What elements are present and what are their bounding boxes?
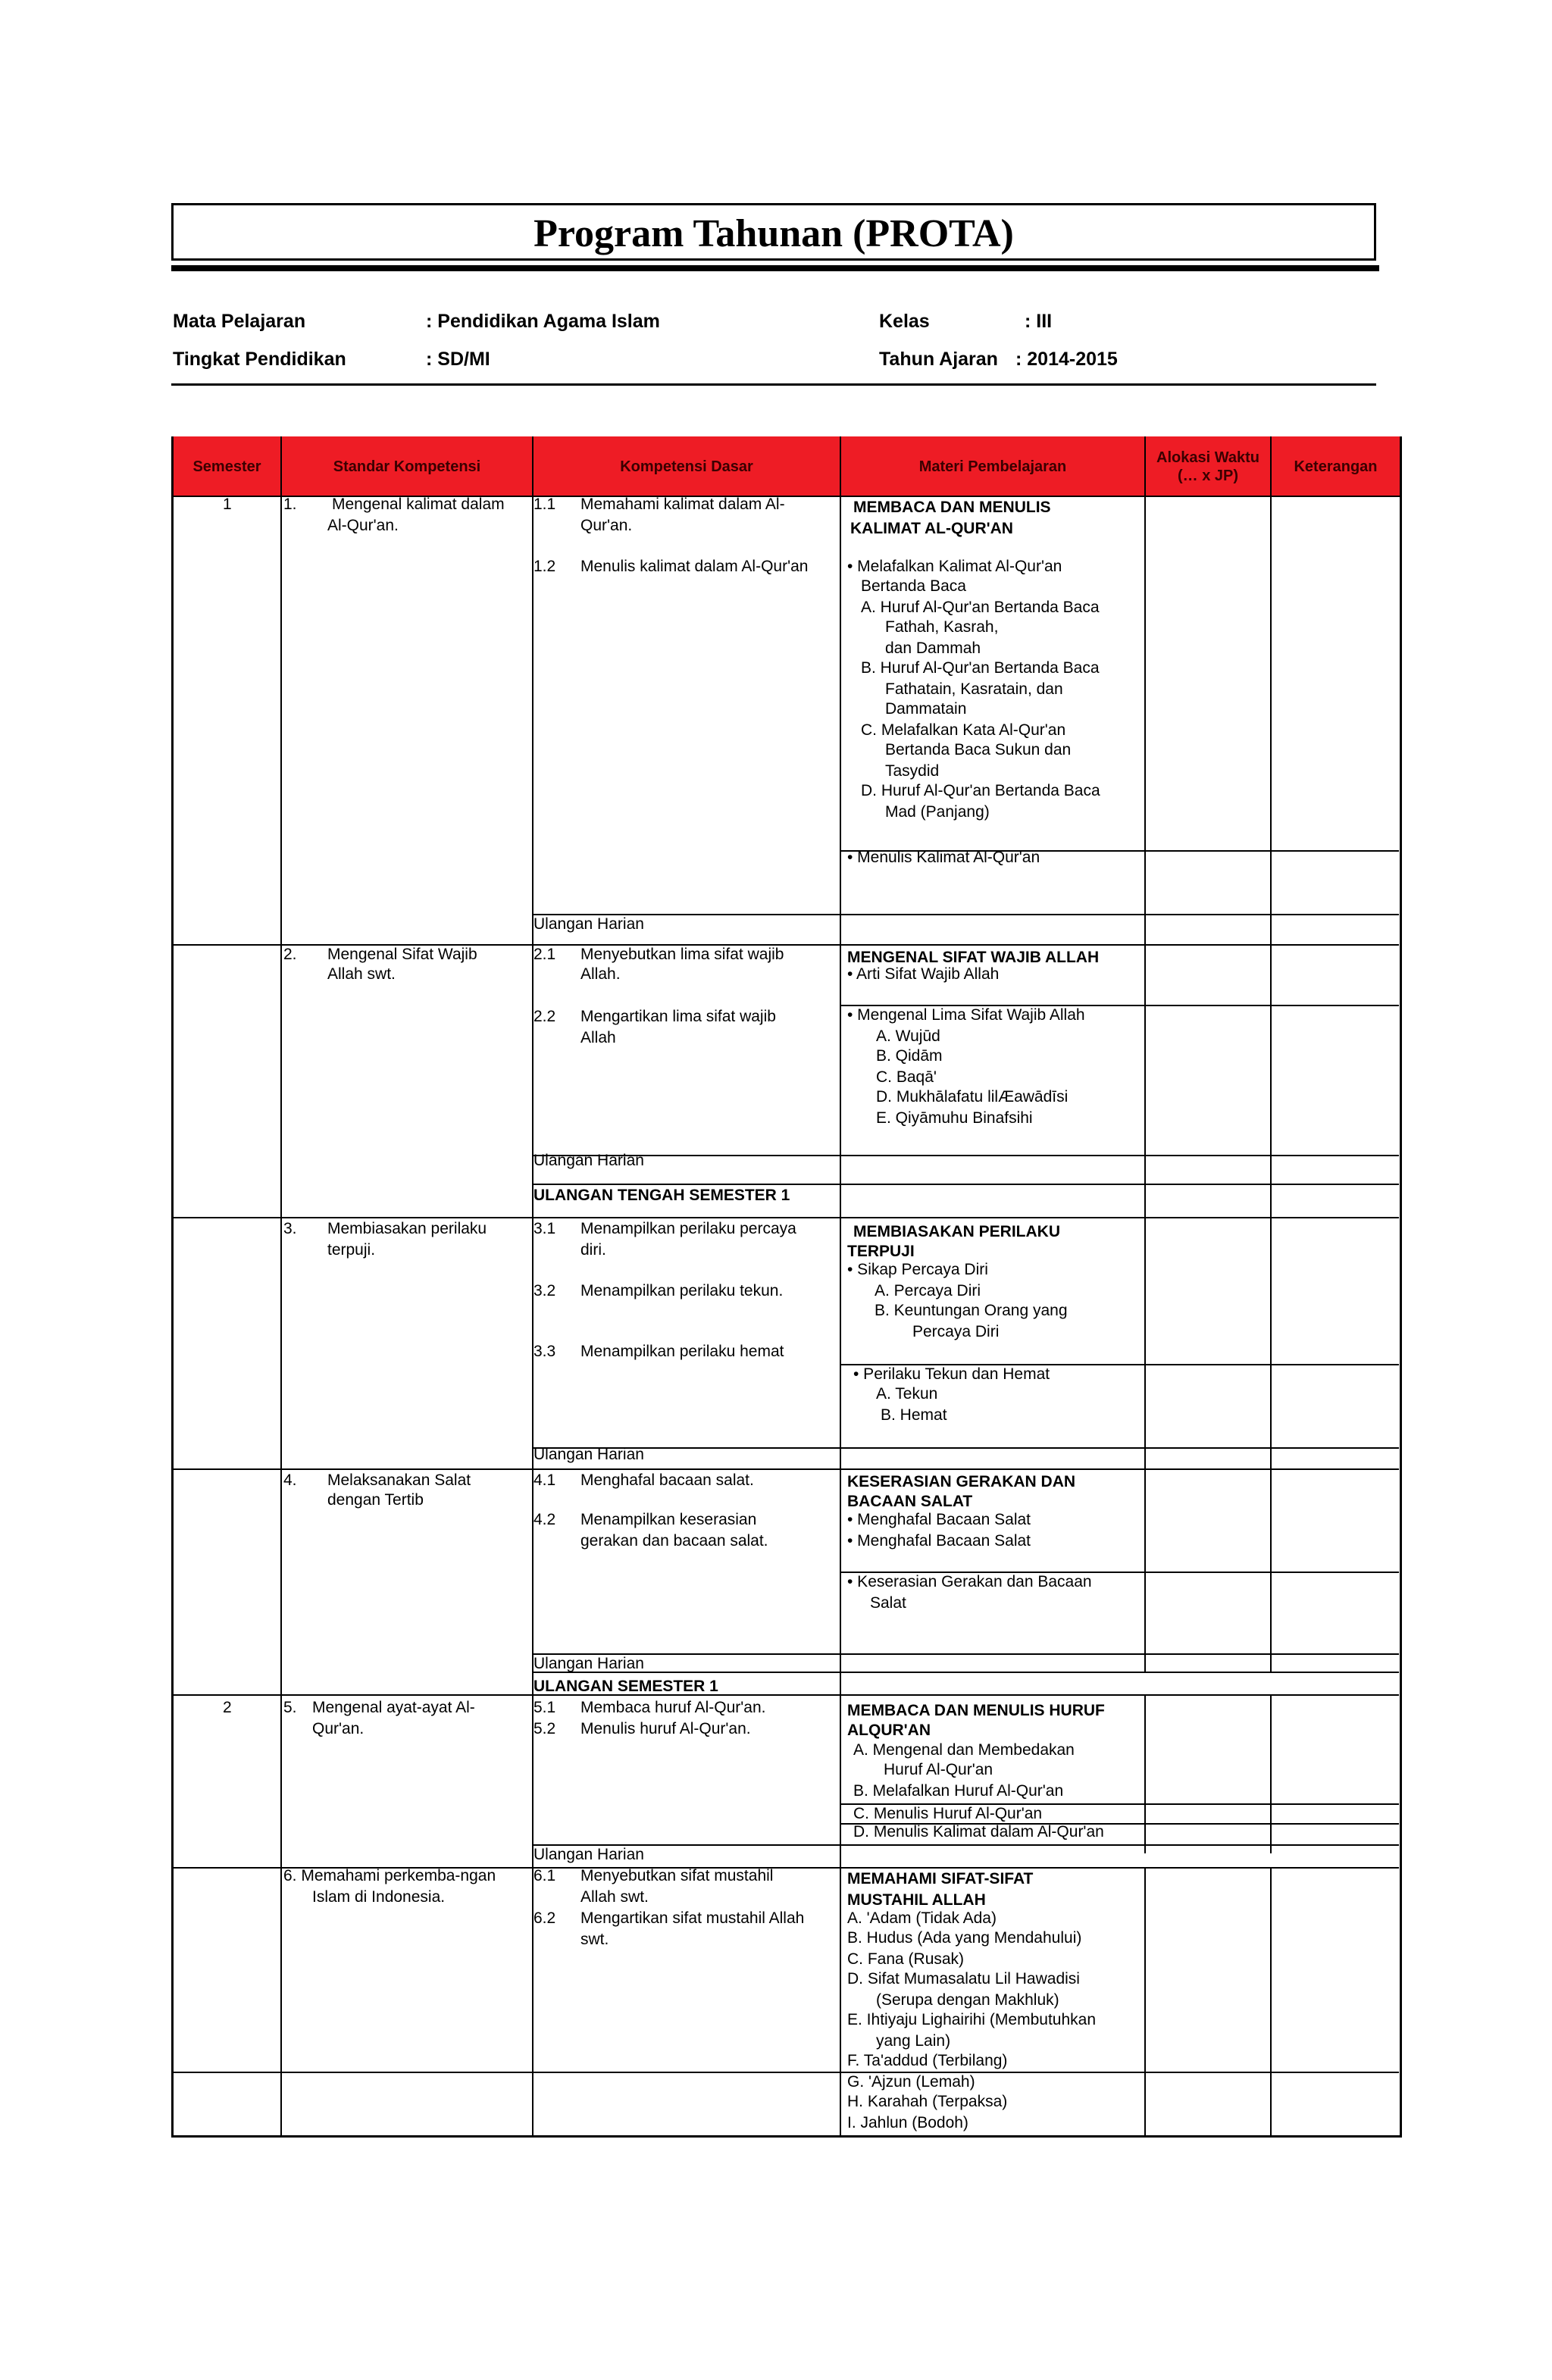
col-line xyxy=(532,497,534,2135)
tingkat-value: : SD/MI xyxy=(426,349,490,370)
sk-1-text: Al-Qur'an. xyxy=(327,517,399,534)
materi-4-item: • Menghafal Bacaan Salat xyxy=(847,1511,1031,1528)
sk-4-text: dengan Tertib xyxy=(327,1491,424,1509)
ulangan-harian-4: Ulangan Harian xyxy=(534,1655,644,1672)
col-line xyxy=(1144,1694,1146,1853)
sk-1-text: Mengenal kalimat dalam xyxy=(332,496,505,513)
materi-1-item: B. Huruf Al-Qur'an Bertanda Baca xyxy=(861,659,1100,677)
kd-3-2-number: 3.2 xyxy=(534,1282,556,1299)
materi-3-item: Percaya Diri xyxy=(912,1323,1000,1340)
materi-2-item: C. Baqā' xyxy=(876,1068,937,1086)
kd-3-1-number: 3.1 xyxy=(534,1220,556,1237)
materi-6-item: E. Ihtiyaju Lighairihi (Membutuhkan xyxy=(847,2011,1097,2028)
kd-5-1-text: Membaca huruf Al-Qur'an. xyxy=(580,1699,766,1716)
materi-5-item: Huruf Al-Qur'an xyxy=(884,1761,993,1778)
materi-1-item: Fathatain, Kasratain, dan xyxy=(885,680,1063,698)
materi-1-item: • Melafalkan Kalimat Al-Qur'an xyxy=(847,558,1062,575)
materi-1-item: dan Dammah xyxy=(885,640,981,657)
materi-1-item: • Menulis Kalimat Al-Qur'an xyxy=(847,849,1040,866)
col-line xyxy=(1270,497,1272,1672)
kd-1-1-text: Qur'an. xyxy=(580,517,633,534)
kd-5-2-number: 5.2 xyxy=(534,1720,556,1737)
row-line xyxy=(174,2072,1399,2073)
col-line xyxy=(840,497,841,2135)
materi-2-item: A. Wujūd xyxy=(876,1027,940,1045)
kd-3-2-text: Menampilkan perilaku tekun. xyxy=(580,1282,784,1299)
materi-3-heading: TERPUJI xyxy=(847,1243,915,1260)
materi-5-item: C. Menulis Huruf Al-Qur'an xyxy=(853,1805,1043,1822)
sk-4-number: 4. xyxy=(283,1471,297,1489)
sk-5-text: Qur'an. xyxy=(312,1720,365,1737)
materi-1-item: Dammatain xyxy=(885,700,967,718)
ulangan-harian-1: Ulangan Harian xyxy=(534,915,644,933)
materi-6-item: (Serupa dengan Makhluk) xyxy=(876,1991,1059,2009)
materi-4-item: • Menghafal Bacaan Salat xyxy=(847,1532,1031,1550)
materi-5-heading: MEMBACA DAN MENULIS HURUF xyxy=(847,1702,1105,1719)
materi-1-item: Tasydid xyxy=(885,762,940,780)
kd-1-1-text: Memahami kalimat dalam Al- xyxy=(580,496,785,513)
kd-6-2-text: swt. xyxy=(580,1931,609,1948)
materi-2-heading: MENGENAL SIFAT WAJIB ALLAH xyxy=(847,949,1100,966)
sk-4-text: Melaksanakan Salat xyxy=(327,1471,471,1489)
materi-4-heading: BACAAN SALAT xyxy=(847,1493,973,1510)
kd-3-3-text: Menampilkan perilaku hemat xyxy=(580,1343,784,1360)
materi-6-item: A. 'Adam (Tidak Ada) xyxy=(847,1909,997,1927)
ulangan-harian-3: Ulangan Harian xyxy=(534,1446,644,1463)
sk-6-text: 6. Memahami perkemba-ngan xyxy=(283,1867,496,1884)
ulangan-harian-2: Ulangan Harian xyxy=(534,1152,644,1169)
col-line xyxy=(280,497,282,2135)
materi-3-heading: MEMBIASAKAN PERILAKU xyxy=(853,1223,1060,1240)
kd-3-1-text: diri. xyxy=(580,1241,606,1259)
header-kompetensi-dasar: Kompetensi Dasar xyxy=(534,436,841,497)
materi-1-heading: KALIMAT AL-QUR'AN xyxy=(850,520,1013,537)
sk-3-text: terpuji. xyxy=(327,1241,376,1259)
kd-4-2-text: Menampilkan keserasian xyxy=(580,1511,757,1528)
title-rule xyxy=(171,265,1379,271)
ulangan-tengah-semester: ULANGAN TENGAH SEMESTER 1 xyxy=(534,1187,790,1204)
tahun-value: : 2014-2015 xyxy=(1015,349,1118,370)
sk-3-number: 3. xyxy=(283,1220,297,1237)
materi-2-item: E. Qiyāmuhu Binafsihi xyxy=(876,1109,1033,1127)
kd-3-1-text: Menampilkan perilaku percaya xyxy=(580,1220,796,1237)
kd-2-2-text: Allah xyxy=(580,1029,616,1046)
sk-2-number: 2. xyxy=(283,946,297,963)
kelas-value: : III xyxy=(1025,311,1053,332)
materi-2-item: B. Qidām xyxy=(876,1047,943,1065)
materi-3-item: • Perilaku Tekun dan Hemat xyxy=(853,1365,1050,1383)
tingkat-label: Tingkat Pendidikan xyxy=(173,349,346,370)
mapel-value: : Pendidikan Agama Islam xyxy=(426,311,660,332)
materi-1-item: A. Huruf Al-Qur'an Bertanda Baca xyxy=(861,599,1100,616)
header-alokasi-waktu: Alokasi Waktu (… x JP) xyxy=(1146,436,1272,497)
kd-3-3-number: 3.3 xyxy=(534,1343,556,1360)
materi-6-item: F. Ta'addud (Terbilang) xyxy=(847,2052,1008,2069)
kd-2-1-text: Allah. xyxy=(580,965,621,983)
sk-2-text: Mengenal Sifat Wajib xyxy=(327,946,477,963)
semester-1: 1 xyxy=(223,496,232,513)
materi-6-heading: MEMAHAMI SIFAT-SIFAT xyxy=(847,1870,1034,1887)
kd-2-2-number: 2.2 xyxy=(534,1008,556,1025)
materi-1-item: C. Melafalkan Kata Al-Qur'an xyxy=(861,721,1066,739)
sk-1-number: 1. xyxy=(283,496,297,513)
header-keterangan: Keterangan xyxy=(1272,436,1400,497)
row-line xyxy=(532,1155,1399,1156)
materi-5-heading: ALQUR'AN xyxy=(847,1722,931,1739)
row-line xyxy=(532,1447,1399,1449)
materi-4-heading: KESERASIAN GERAKAN DAN xyxy=(847,1473,1076,1490)
col-line xyxy=(1144,497,1146,1672)
meta-rule xyxy=(171,383,1376,386)
kd-2-1-text: Menyebutkan lima sifat wajib xyxy=(580,946,784,963)
kd-1-2-text: Menulis kalimat dalam Al-Qur'an xyxy=(580,558,809,575)
ulangan-semester-1: ULANGAN SEMESTER 1 xyxy=(534,1678,718,1695)
materi-5-item: B. Melafalkan Huruf Al-Qur'an xyxy=(853,1782,1064,1800)
materi-4-item: Salat xyxy=(870,1594,906,1612)
kelas-label: Kelas xyxy=(879,311,930,332)
sk-3-text: Membiasakan perilaku xyxy=(327,1220,487,1237)
kd-1-2-number: 1.2 xyxy=(534,558,556,575)
row-line xyxy=(532,1672,1399,1673)
materi-3-item: A. Tekun xyxy=(876,1385,938,1403)
row-line xyxy=(174,1694,1399,1696)
kd-1-1-number: 1.1 xyxy=(534,496,556,513)
materi-1-item: D. Huruf Al-Qur'an Bertanda Baca xyxy=(861,782,1100,799)
materi-1-item: Bertanda Baca xyxy=(861,577,966,595)
semester-2: 2 xyxy=(223,1699,232,1716)
kd-5-2-text: Menulis huruf Al-Qur'an. xyxy=(580,1720,751,1737)
materi-5-item: D. Menulis Kalimat dalam Al-Qur'an xyxy=(853,1823,1104,1841)
kd-6-1-number: 6.1 xyxy=(534,1867,556,1884)
materi-6-item: G. 'Ajzun (Lemah) xyxy=(847,2073,975,2091)
kd-6-2-number: 6.2 xyxy=(534,1909,556,1927)
kd-2-2-text: Mengartikan lima sifat wajib xyxy=(580,1008,776,1025)
header-semester: Semester xyxy=(174,436,282,497)
col-line xyxy=(1144,1869,1146,2135)
materi-1-heading: MEMBACA DAN MENULIS xyxy=(853,499,1051,516)
kd-4-2-text: gerakan dan bacaan salat. xyxy=(580,1532,768,1550)
kd-6-1-text: Allah swt. xyxy=(580,1888,649,1906)
row-line xyxy=(532,1653,1399,1655)
materi-2-item: D. Mukhālafatu lilÆawādīsi xyxy=(876,1088,1069,1106)
materi-6-item: C. Fana (Rusak) xyxy=(847,1950,965,1968)
materi-3-item: • Sikap Percaya Diri xyxy=(847,1261,988,1278)
sk-6-text: Islam di Indonesia. xyxy=(312,1888,446,1906)
sk-5-text: Mengenal ayat-ayat Al- xyxy=(312,1699,475,1716)
kd-4-1-number: 4.1 xyxy=(534,1471,556,1489)
materi-1-item: Fathah, Kasrah, xyxy=(885,618,999,636)
materi-3-item: B. Keuntungan Orang yang xyxy=(875,1302,1068,1319)
materi-1-item: Mad (Panjang) xyxy=(885,803,990,821)
kd-6-2-text: Mengartikan sifat mustahil Allah xyxy=(580,1909,805,1927)
materi-4-item: • Keserasian Gerakan dan Bacaan xyxy=(847,1573,1092,1590)
materi-6-item: B. Hudus (Ada yang Mendahului) xyxy=(847,1929,1082,1947)
materi-6-heading: MUSTAHIL ALLAH xyxy=(847,1891,986,1909)
ulangan-harian-5: Ulangan Harian xyxy=(534,1846,644,1863)
sk-5-number: 5. xyxy=(283,1699,297,1716)
mapel-label: Mata Pelajaran xyxy=(173,311,306,332)
page-title: Program Tahunan (PROTA) xyxy=(171,203,1376,261)
materi-6-item: yang Lain) xyxy=(876,2032,951,2050)
sk-2-text: Allah swt. xyxy=(327,965,396,983)
kd-6-1-text: Menyebutkan sifat mustahil xyxy=(580,1867,774,1884)
materi-2-item: • Arti Sifat Wajib Allah xyxy=(847,965,1000,983)
header-standar-kompetensi: Standar Kompetensi xyxy=(282,436,534,497)
materi-1-item: Bertanda Baca Sukun dan xyxy=(885,741,1072,758)
materi-6-item: D. Sifat Mumasalatu Lil Hawadisi xyxy=(847,1970,1080,1988)
kd-2-1-number: 2.1 xyxy=(534,946,556,963)
materi-6-item: H. Karahah (Terpaksa) xyxy=(847,2093,1008,2110)
materi-5-item: A. Mengenal dan Membedakan xyxy=(853,1741,1075,1759)
materi-6-item: I. Jahlun (Bodoh) xyxy=(847,2114,968,2131)
materi-3-item: B. Hemat xyxy=(881,1406,947,1424)
col-line xyxy=(1270,1869,1272,2135)
tahun-label: Tahun Ajaran xyxy=(879,349,998,370)
materi-3-item: A. Percaya Diri xyxy=(875,1282,981,1299)
header-materi: Materi Pembelajaran xyxy=(841,436,1146,497)
kd-5-1-number: 5.1 xyxy=(534,1699,556,1716)
kd-4-1-text: Menghafal bacaan salat. xyxy=(580,1471,754,1489)
row-line xyxy=(532,914,1399,915)
kd-4-2-number: 4.2 xyxy=(534,1511,556,1528)
materi-2-item: • Mengenal Lima Sifat Wajib Allah xyxy=(847,1006,1085,1024)
col-line xyxy=(1270,1694,1272,1853)
row-line xyxy=(532,1844,1399,1846)
